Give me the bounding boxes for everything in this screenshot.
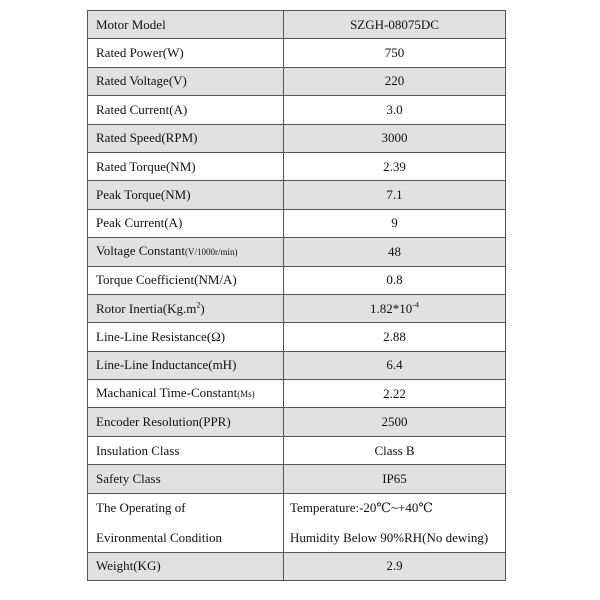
row-label-text: Voltage Constant <box>96 243 185 259</box>
motor-spec-table <box>87 10 506 581</box>
row-value-base: 1.82*10 <box>370 300 413 316</box>
row-value: 2.88 <box>284 323 506 351</box>
table-row <box>88 294 506 322</box>
row-value: 6.4 <box>284 351 506 379</box>
row-value: 2500 <box>284 408 506 436</box>
row-label: Line-Line Resistance(Ω) <box>88 323 284 351</box>
table-row <box>88 552 506 580</box>
row-label-line: The Operating of <box>96 499 186 515</box>
table-row <box>88 181 506 209</box>
row-value: Class B <box>284 436 506 464</box>
row-value <box>284 294 506 322</box>
row-label: Weight(KG) <box>88 552 284 580</box>
row-value: 2.22 <box>284 380 506 408</box>
row-label: Rated Power(W) <box>88 39 284 67</box>
row-value: 3.0 <box>284 96 506 124</box>
row-value: 2.39 <box>284 152 506 180</box>
table-row <box>88 39 506 67</box>
row-value-line: Temperature:-20℃~+40℃ <box>290 499 433 515</box>
table-row <box>88 323 506 351</box>
row-value: 2.9 <box>284 552 506 580</box>
table-row <box>88 209 506 237</box>
row-label <box>88 380 284 408</box>
row-value: SZGH-08075DC <box>284 11 506 39</box>
table-row <box>88 67 506 95</box>
row-label: Rated Current(A) <box>88 96 284 124</box>
row-value <box>284 493 506 552</box>
row-value: 220 <box>284 67 506 95</box>
row-label: Safety Class <box>88 465 284 493</box>
row-label-exponent: 2 <box>196 300 201 310</box>
row-label-unit: (Ms) <box>237 389 255 400</box>
row-value: IP65 <box>284 465 506 493</box>
row-label-line: Evironmental Condition <box>96 529 223 545</box>
table-row <box>88 238 506 266</box>
row-label: Torque Coefficient(NM/A) <box>88 266 284 294</box>
row-label-unit: (V/1000r/min) <box>184 247 238 258</box>
table-row <box>88 266 506 294</box>
table-row <box>88 465 506 493</box>
table-row <box>88 408 506 436</box>
row-label: Rated Speed(RPM) <box>88 124 284 152</box>
row-label: Rated Torque(NM) <box>88 152 284 180</box>
row-value: 9 <box>284 209 506 237</box>
row-label-text: Rotor Inertia(Kg.m <box>96 300 197 316</box>
row-label: Peak Torque(NM) <box>88 181 284 209</box>
row-value: 48 <box>284 238 506 266</box>
table-row <box>88 351 506 379</box>
row-label: Encoder Resolution(PPR) <box>88 408 284 436</box>
row-label <box>88 294 284 322</box>
row-label <box>88 238 284 266</box>
row-value: 750 <box>284 39 506 67</box>
row-label: Motor Model <box>88 11 284 39</box>
row-label <box>88 493 284 552</box>
table-row <box>88 96 506 124</box>
table-row <box>88 152 506 180</box>
row-value-line: Humidity Below 90%RH(No dewing) <box>290 529 489 545</box>
row-label: Line-Line Inductance(mH) <box>88 351 284 379</box>
row-label: Rated Voltage(V) <box>88 67 284 95</box>
table-row <box>88 436 506 464</box>
row-value: 0.8 <box>284 266 506 294</box>
table-row-environment <box>88 493 506 552</box>
row-value: 3000 <box>284 124 506 152</box>
row-value: 7.1 <box>284 181 506 209</box>
row-label-text: Machanical Time-Constant <box>96 385 238 401</box>
table-row <box>88 11 506 39</box>
table-row <box>88 124 506 152</box>
row-label: Insulation Class <box>88 436 284 464</box>
row-label-close: ) <box>200 300 205 316</box>
table-row <box>88 380 506 408</box>
row-label: Peak Current(A) <box>88 209 284 237</box>
row-value-exponent: -4 <box>412 300 419 310</box>
